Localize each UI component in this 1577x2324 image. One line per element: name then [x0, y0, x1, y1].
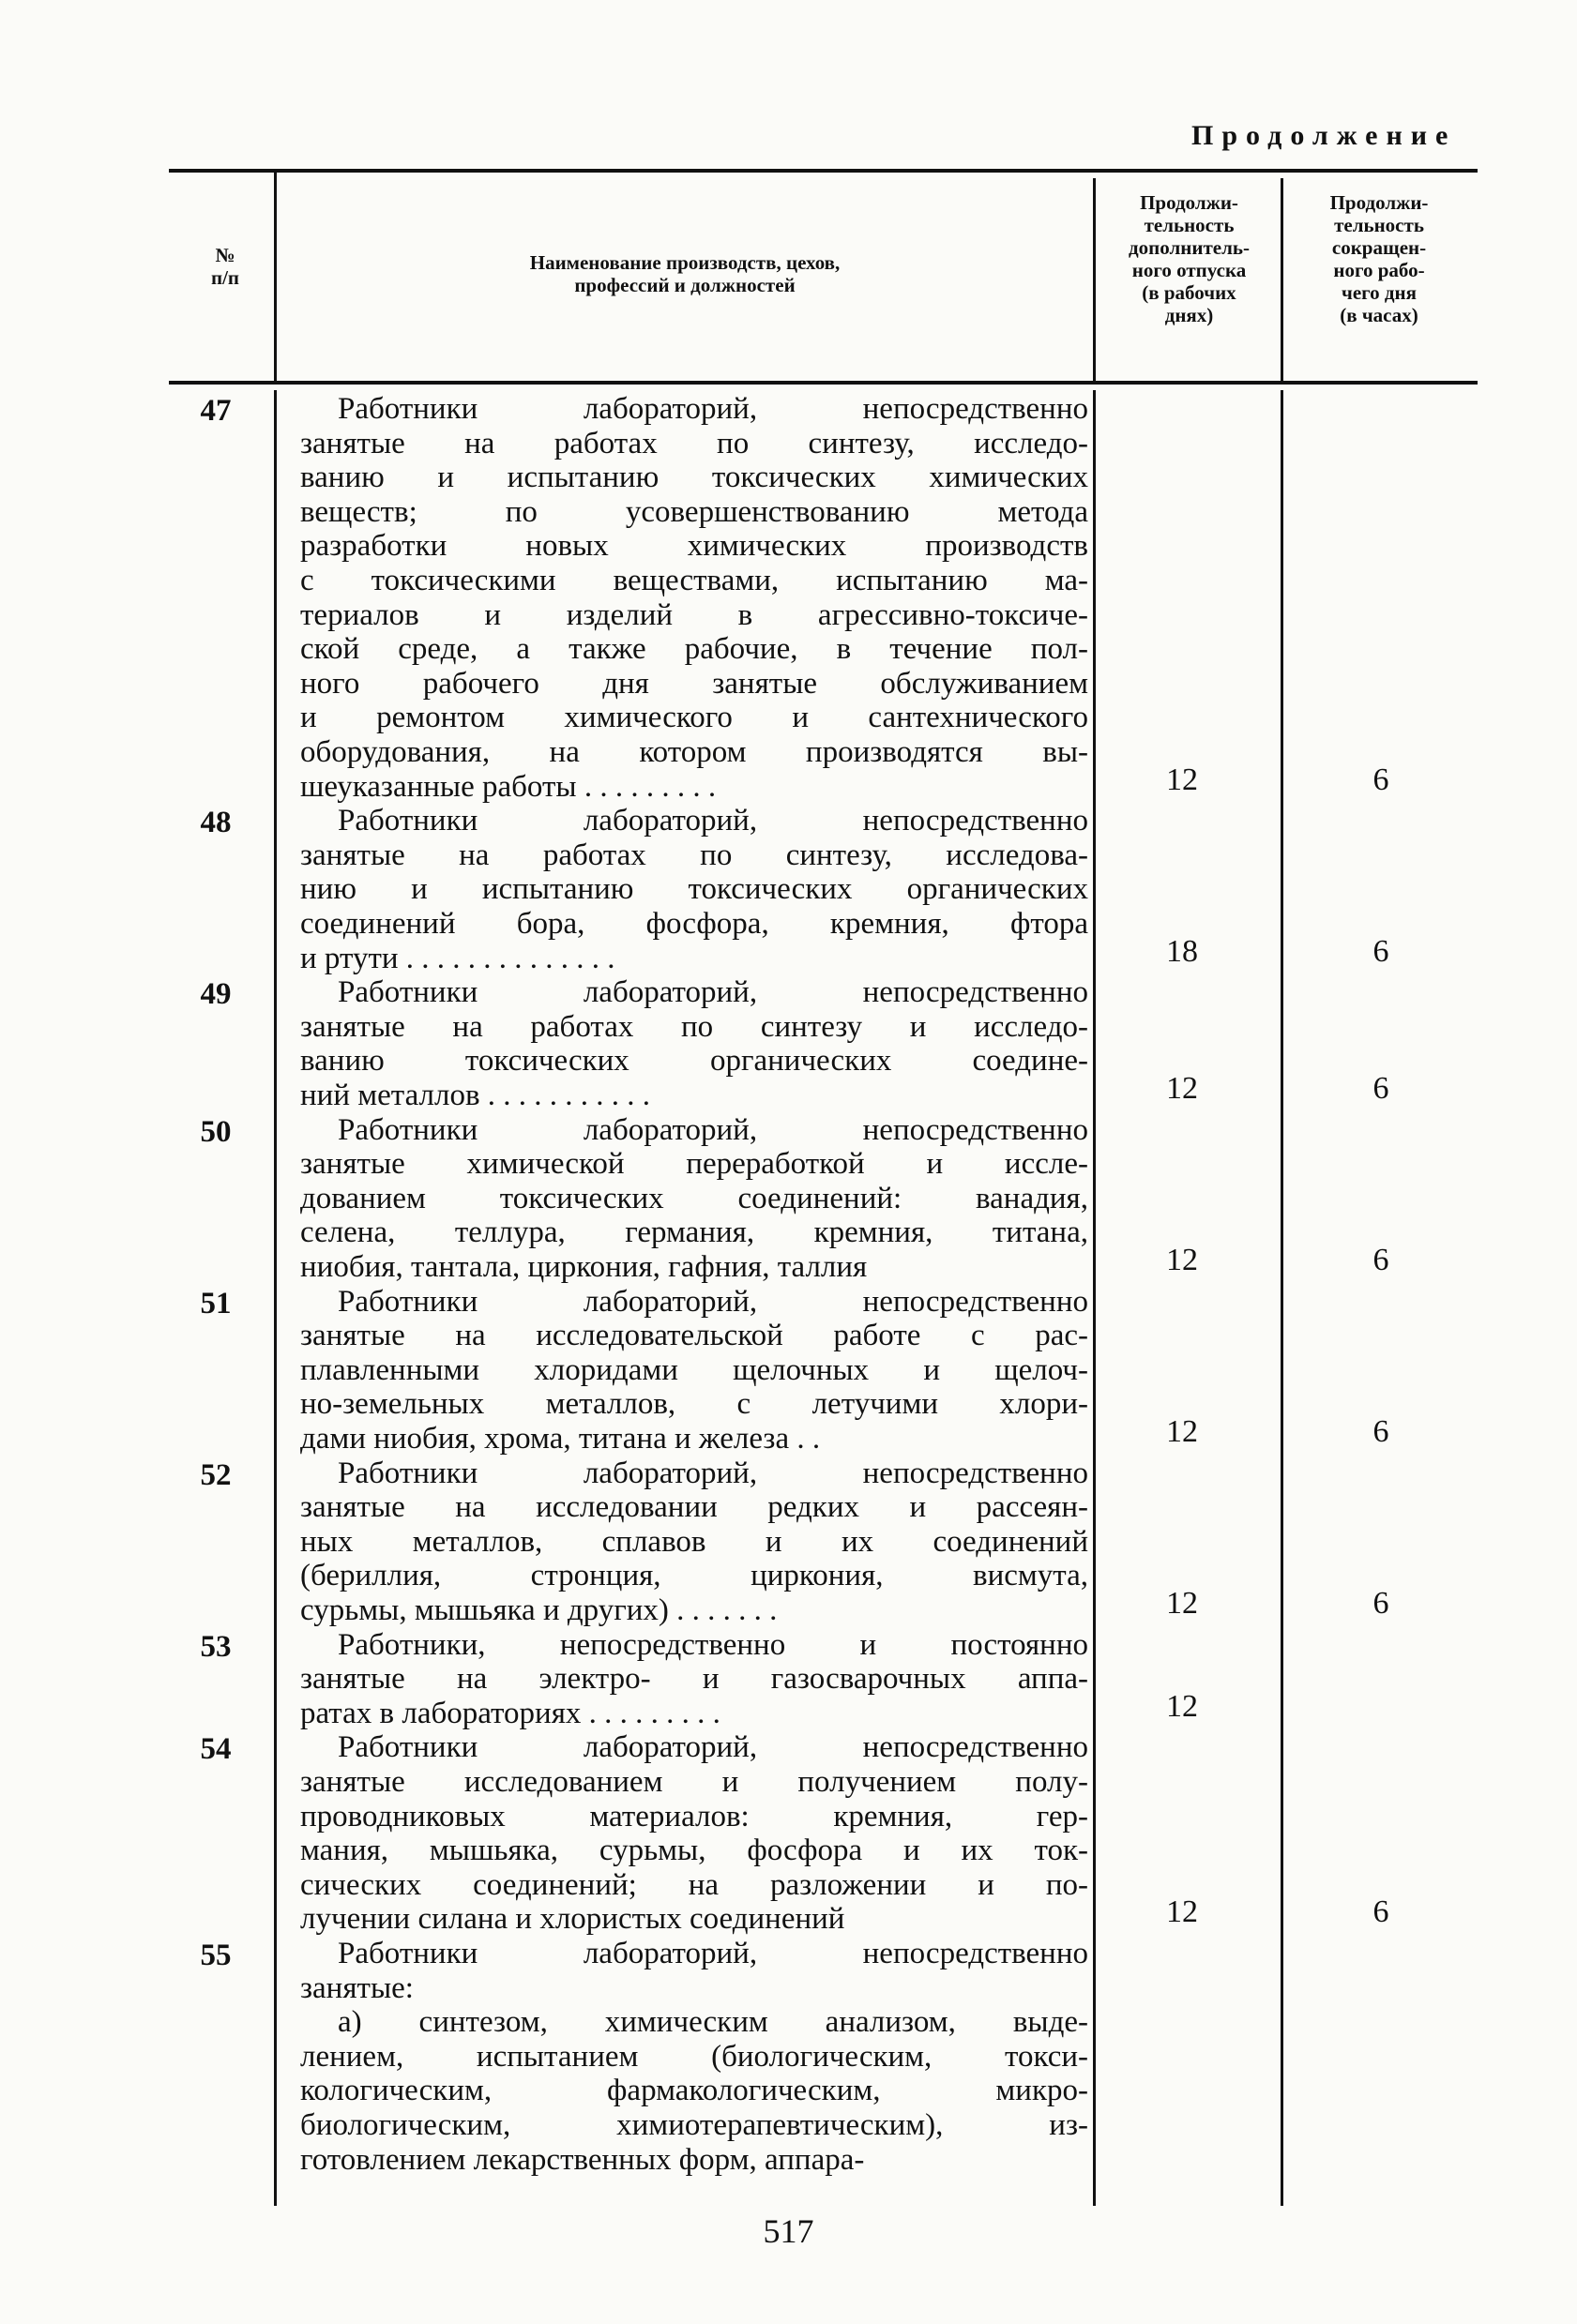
description-line: оборудования, на котором производятся вы- — [300, 734, 1088, 769]
leave-days-value: 12 — [1166, 1586, 1198, 1621]
shortened-day-value: 6 — [1372, 1586, 1389, 1621]
description-line: занятые на работах по синтезу, исследова- — [300, 838, 1088, 872]
description-line: Работники лабораторий, непосредственно — [338, 804, 1088, 838]
row-description — [300, 804, 1088, 975]
description-line: плавленными хлоридами щелочных и щелоч- — [300, 1352, 1088, 1387]
description-line: селена, теллура, германия, кремния, титана, — [300, 1215, 1088, 1250]
description-line: занятые на исследовании редких и рассеян- — [300, 1490, 1088, 1525]
description-line: занятые: — [300, 1970, 414, 2005]
body-divider-1 — [274, 390, 277, 2206]
shortened-day-value: 6 — [1372, 933, 1389, 969]
body-divider-3 — [1281, 390, 1283, 2206]
description-line: сических соединений; на разложении и по- — [300, 1867, 1088, 1902]
header-num-line: № — [215, 244, 235, 266]
row-number: 53 — [200, 1629, 232, 1664]
header-leave — [1098, 191, 1281, 326]
description-line: ратах в лабораториях . . . . . . . . . — [300, 1696, 720, 1730]
shortened-day-value: 6 — [1372, 762, 1389, 797]
row-description — [300, 975, 1088, 1112]
row-number: 55 — [200, 1939, 232, 1972]
description-line: разработки новых химических производств — [300, 529, 1088, 564]
row-description — [300, 1285, 1088, 1456]
header-divider-2 — [1093, 178, 1096, 381]
description-line: Работники лабораторий, непосредственно — [338, 392, 1088, 426]
row-description — [300, 1937, 1088, 2177]
description-line: проводниковых материалов: кремния, гер- — [300, 1799, 1088, 1834]
row-number: 47 — [200, 394, 232, 428]
header-day — [1285, 191, 1473, 326]
shortened-day-value: 6 — [1372, 1894, 1389, 1930]
header-leave-line: днях) — [1164, 304, 1214, 326]
description-line: Работники лабораторий, непосредственно — [338, 1456, 1088, 1490]
header-day-line: ного рабо- — [1333, 259, 1425, 281]
description-line: ниобия, тантала, циркония, гафния, таллия — [300, 1249, 868, 1284]
header-name-line: Наименование производств, цехов, — [529, 251, 841, 274]
leave-days-value: 12 — [1166, 1894, 1198, 1930]
leave-days-value: 12 — [1166, 1688, 1198, 1724]
header-bottom-rule — [169, 381, 1478, 385]
description-line: шеуказанные работы . . . . . . . . . — [300, 769, 717, 804]
description-line: териалов и изделий в агрессивно-токсиче- — [300, 597, 1088, 632]
shortened-day-value: 6 — [1372, 1414, 1389, 1449]
description-line: ванию токсических органических соедине- — [300, 1044, 1088, 1079]
header-day-line: Продолжи- — [1329, 191, 1429, 214]
description-line: Работники лабораторий, непосредственно — [338, 1284, 1088, 1319]
leave-days-value: 12 — [1166, 1414, 1198, 1449]
description-line: биологическим, химиотерапевтическим), из- — [300, 2107, 1088, 2142]
description-line: с токсическими веществами, испытанию ма- — [300, 563, 1088, 597]
description-line: ных металлов, сплавов и их соединений — [300, 1524, 1088, 1559]
description-line: Работники лабораторий, непосредственно — [338, 1937, 1088, 1970]
description-line: лением, испытанием (биологическим, токси- — [300, 2039, 1088, 2074]
header-day-line: (в часах) — [1340, 304, 1418, 326]
row-number: 51 — [200, 1286, 232, 1320]
header-num — [178, 244, 272, 289]
description-line: соединений бора, фосфора, кремния, фтора — [300, 906, 1088, 941]
description-line: мания, мышьяка, сурьмы, фосфора и их ток- — [300, 1834, 1088, 1868]
header-leave-line: ного отпуска — [1131, 259, 1247, 281]
header-leave-line: тельность — [1144, 214, 1235, 236]
page-number: 517 — [763, 2212, 814, 2250]
header-day-line: тельность — [1334, 214, 1424, 236]
row-number: 50 — [200, 1114, 232, 1149]
row-description — [300, 392, 1088, 804]
row-number: 48 — [200, 806, 232, 840]
header-leave-line: дополнитель- — [1129, 236, 1250, 259]
shortened-day-value: 6 — [1372, 1243, 1389, 1277]
description-line: занятые на работах по синтезу, исследо- — [300, 426, 1088, 460]
description-line: дованием токсических соединений: ванадия, — [300, 1181, 1088, 1215]
description-line: занятые на работах по синтезу и исследо- — [300, 1009, 1088, 1044]
header-name — [281, 251, 1088, 296]
description-line: Работники лабораторий, непосредственно — [338, 1112, 1088, 1147]
header-day-line: чего дня — [1341, 281, 1417, 304]
continuation-label: Продолжение — [1191, 120, 1457, 151]
row-number: 54 — [200, 1732, 232, 1767]
description-line: а) синтезом, химическим анализом, выде- — [338, 2005, 1088, 2040]
header-num-line: п/п — [210, 266, 240, 289]
shortened-day-value: 6 — [1372, 1071, 1389, 1106]
leave-days-value: 18 — [1166, 933, 1198, 969]
description-line: ний металлов . . . . . . . . . . . — [300, 1078, 651, 1112]
description-line: занятые на электро- и газосварочных аппа- — [300, 1662, 1088, 1697]
header-day-line: сокращен- — [1331, 236, 1427, 259]
description-line: готовлением лекарственных форм, аппара- — [300, 2142, 865, 2177]
description-line: Работники лабораторий, непосредственно — [338, 1730, 1088, 1765]
description-line: лучении силана и хлористых соединений — [300, 1902, 845, 1937]
description-line: дами ниобия, хрома, титана и железа . . — [300, 1421, 821, 1456]
row-description — [300, 1113, 1088, 1285]
description-line: веществ; по усовершенствованию метода — [300, 494, 1088, 529]
description-line: сурьмы, мышьяка и других) . . . . . . . — [300, 1592, 778, 1627]
description-line: Работники, непосредственно и постоянно — [338, 1627, 1088, 1662]
header-leave-line: Продолжи- — [1140, 191, 1238, 214]
leave-days-value: 12 — [1166, 1071, 1198, 1106]
professions-table — [169, 169, 1478, 2206]
description-line: занятые химической переработкой и иссле- — [300, 1147, 1088, 1182]
header-leave-line: (в рабочих — [1142, 281, 1236, 304]
header-divider-3 — [1281, 178, 1283, 381]
description-line: но-земельных металлов, с летучими хлори- — [300, 1387, 1088, 1422]
table-top-rule — [169, 169, 1478, 173]
description-line: занятые исследованием и получением полу- — [300, 1764, 1088, 1799]
description-line: и ртути . . . . . . . . . . . . . . — [300, 941, 615, 975]
description-line: (бериллия, стронция, циркония, висмута, — [300, 1559, 1088, 1593]
row-description — [300, 1730, 1088, 1937]
description-line: ванию и испытанию токсических химических — [300, 460, 1088, 495]
description-line: нию и испытанию токсических органических — [300, 872, 1088, 907]
description-line: и ремонтом химического и сантехнического — [300, 701, 1088, 735]
body-divider-2 — [1093, 390, 1096, 2206]
description-line: кологическим, фармакологическим, микро- — [300, 2074, 1088, 2108]
row-number: 52 — [200, 1457, 232, 1492]
row-description — [300, 1628, 1088, 1731]
description-line: занятые на исследовательской работе с рас- — [300, 1319, 1088, 1353]
description-line: ской среде, а также рабочие, в течение пол- — [300, 632, 1088, 667]
description-line: Работники лабораторий, непосредственно — [338, 975, 1088, 1010]
header-name-line: профессий и должностей — [574, 274, 796, 296]
leave-days-value: 12 — [1166, 762, 1198, 797]
header-divider-1 — [274, 173, 277, 381]
row-description — [300, 1456, 1088, 1628]
leave-days-value: 12 — [1166, 1243, 1198, 1277]
description-line: ного рабочего дня занятые обслуживанием — [300, 666, 1088, 701]
row-number: 49 — [200, 977, 232, 1012]
